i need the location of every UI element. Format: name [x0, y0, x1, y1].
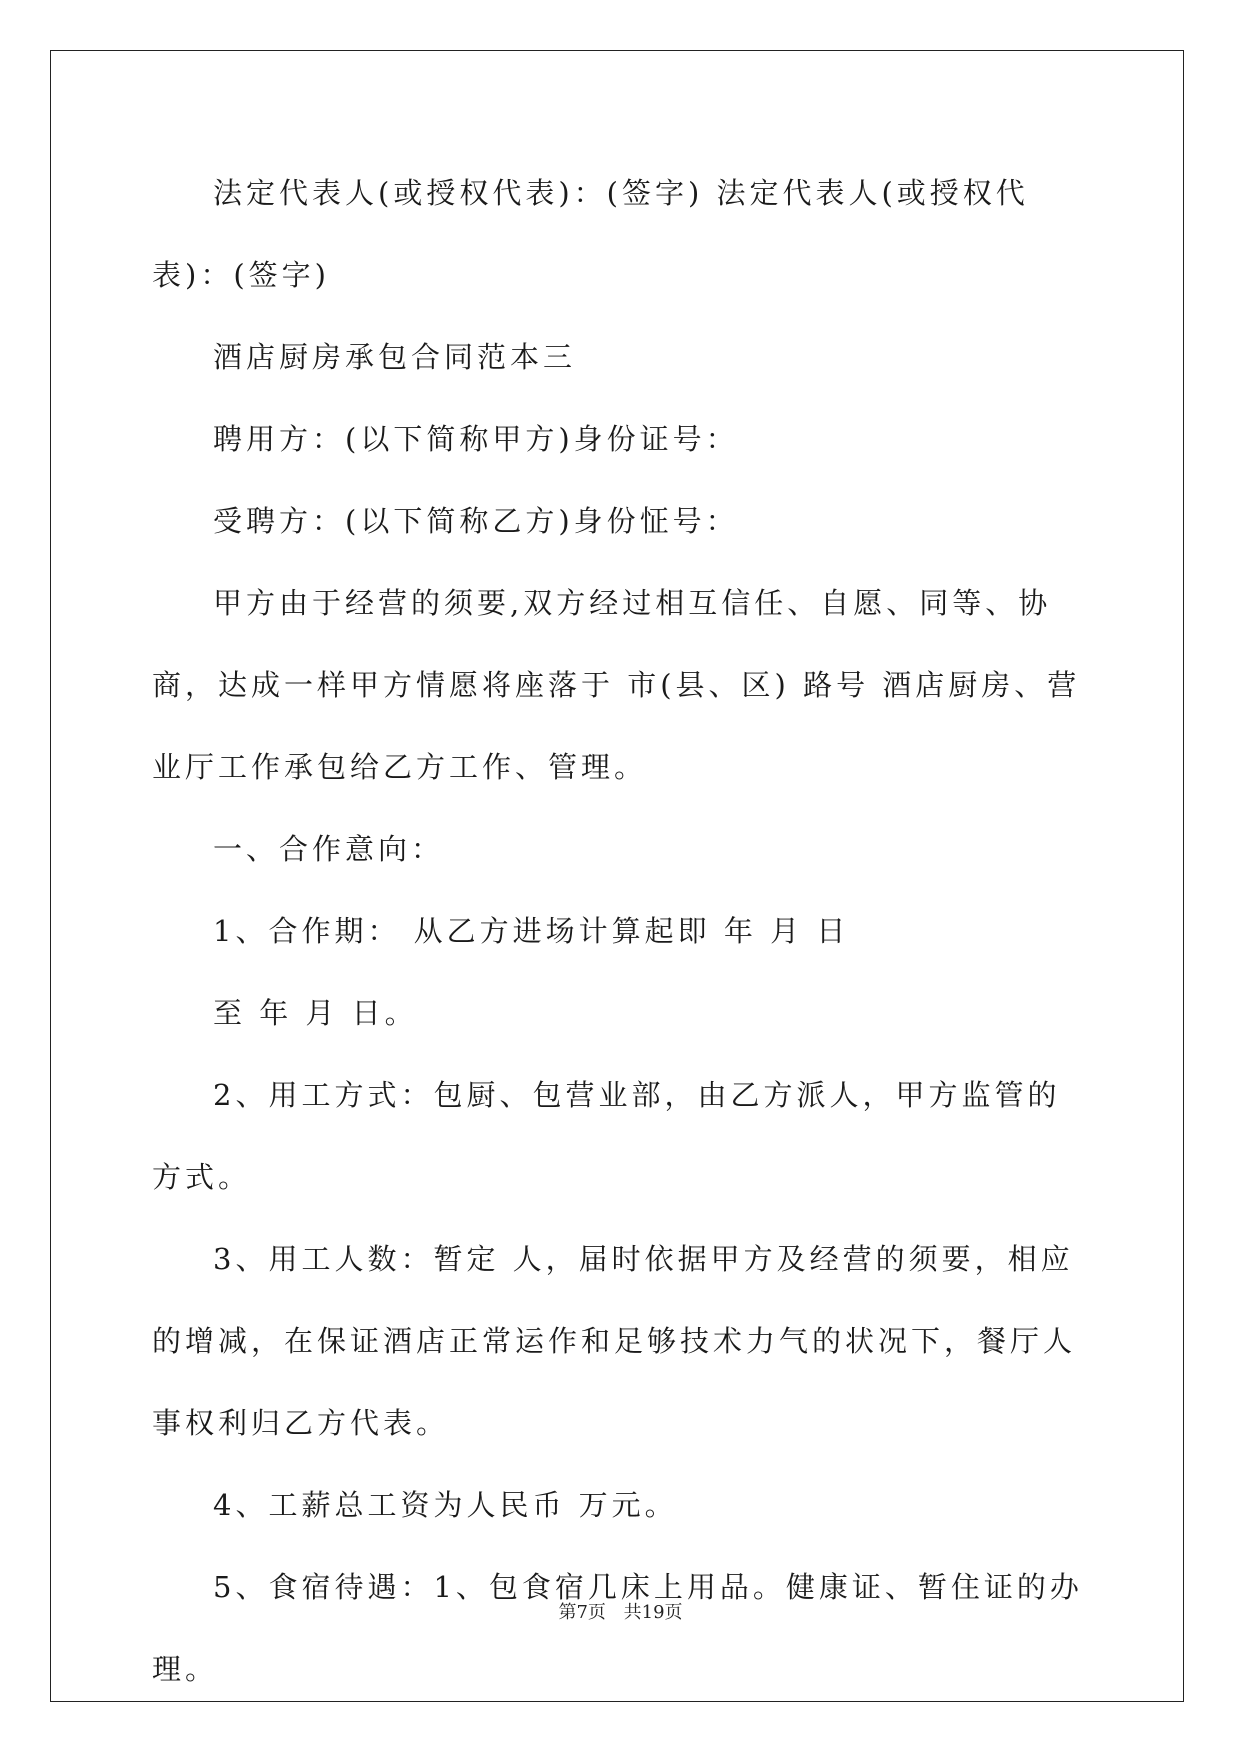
page-footer: [0, 1598, 1241, 1624]
clause-heading: 一、合作意向：: [213, 832, 445, 866]
employer-line: 聘用方：(以下简称甲方)身份证号：: [213, 422, 739, 456]
signature-line: 法定代表人(或授权代表)：(签字) 法定代表人(或授权代表)：(签字): [152, 176, 1029, 292]
preamble-paragraph: 甲方由于经营的须要,双方经过相互信任、自愿、同等、协商，达成一样甲方情愿将座落于 市(县、区) 路号 酒店厨房、营业厅工作承包给乙方工作、管理。: [152, 586, 1081, 784]
clause-salary: 4、工薪总工资为人民币 万元。: [213, 1488, 678, 1522]
page-total: 共19页: [623, 1602, 683, 1623]
clause-term-end: 至 年 月 日。: [213, 996, 418, 1030]
clause-employment-method: 2、用工方式：包厨、包营业部，由乙方派人，甲方监管的方式。: [152, 1078, 1061, 1194]
page-number: 第7页: [558, 1602, 606, 1623]
clause-headcount: 3、用工人数：暂定 人，届时依据甲方及经营的须要，相应的增减，在保证酒店正常运作和足够技术力气的状况下，餐厅人事权利归乙方代表。: [152, 1242, 1077, 1440]
document-body: [152, 152, 1087, 1710]
section-title: 酒店厨房承包合同范本三: [213, 340, 577, 374]
employee-line: 受聘方：(以下简称乙方)身份怔号：: [213, 504, 739, 538]
clause-term-start: 1、合作期： 从乙方进场计算起即 年 月 日: [213, 914, 850, 948]
clause-accommodation: 5、食宿待遇：1、包食宿几床上用品。健康证、暂住证的办理。: [152, 1570, 1083, 1686]
